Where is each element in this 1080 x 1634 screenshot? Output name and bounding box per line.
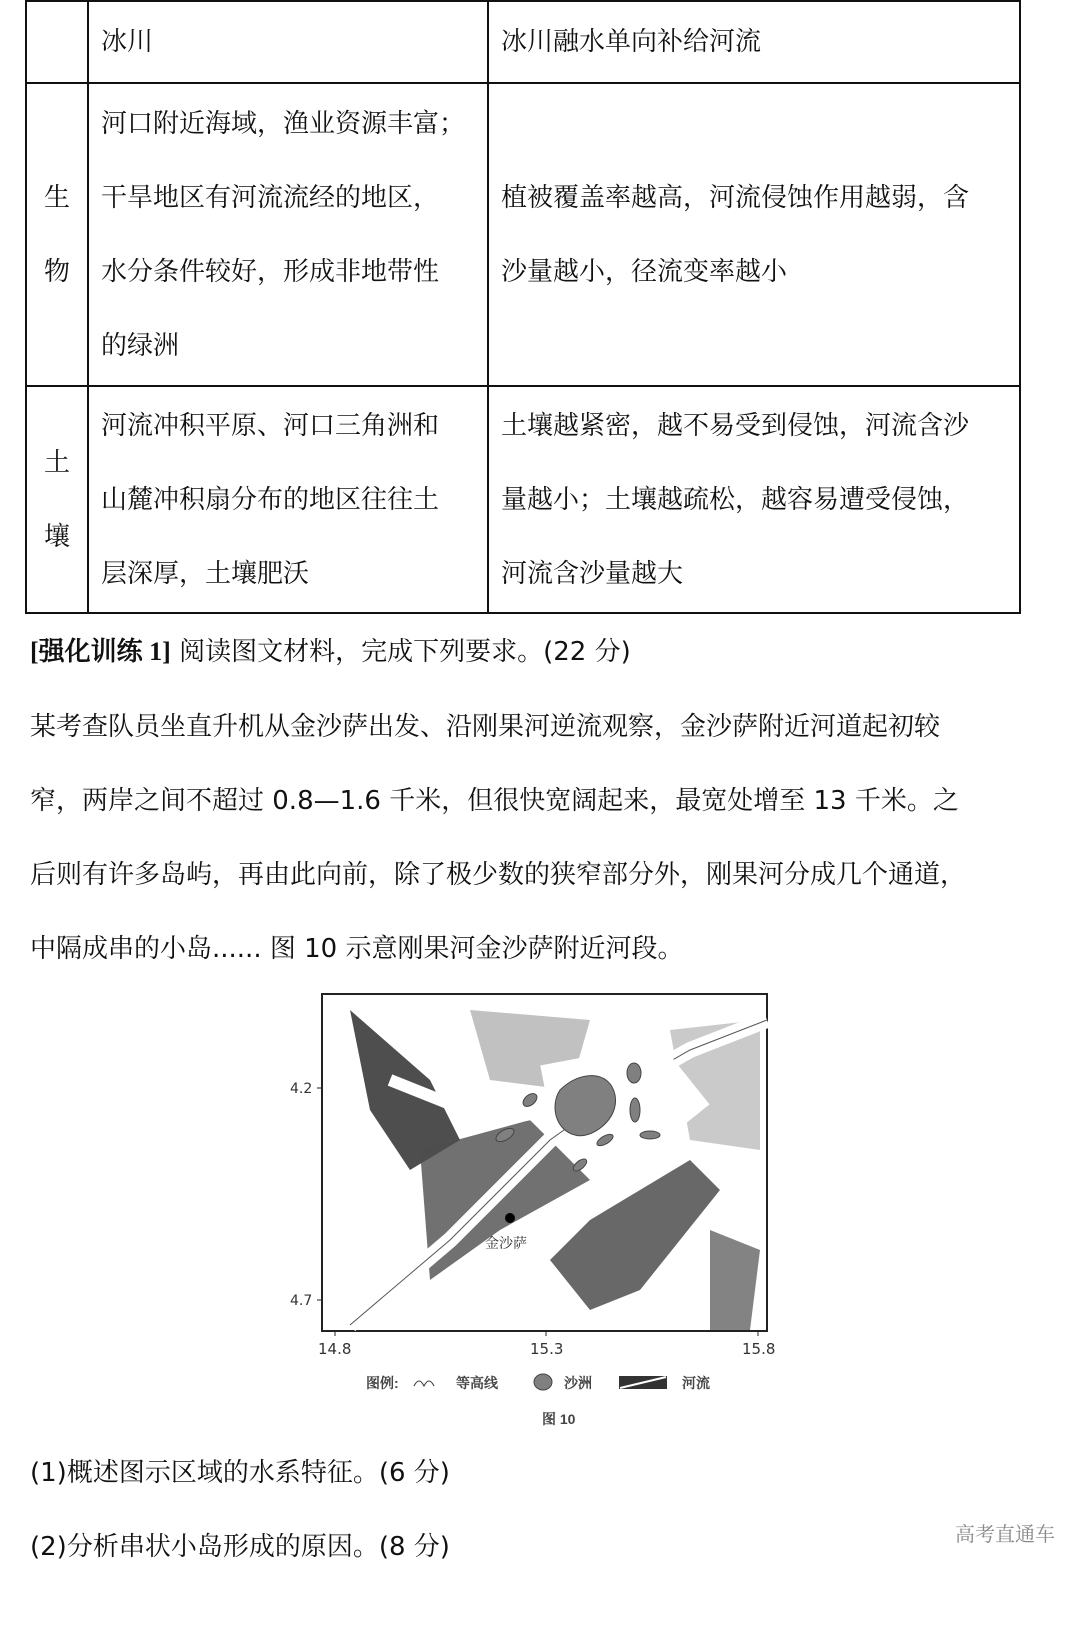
cell: [88, 83, 488, 386]
x-tick-label: 14.8: [318, 1340, 352, 1358]
cell-line: 干旱地区有河流流经的地区，: [101, 182, 440, 213]
comparison-table: [25, 0, 1021, 614]
city-dot: [505, 1213, 515, 1223]
passage-line: 中隔成串的小岛...... 图 10 示意刚果河金沙萨附近河段。: [30, 934, 684, 964]
x-tick-label: 15.8: [742, 1340, 776, 1358]
cell-text: 冰川融水单向补给河流: [501, 27, 762, 57]
figure-10-map: [290, 990, 810, 1440]
cell-line: 沙量越小，径流变率越小: [501, 256, 788, 287]
table-row: [26, 386, 1020, 613]
y-axis: [290, 1081, 322, 1309]
question-1: (1)概述图示区域的水系特征。(6 分): [30, 1458, 450, 1488]
table-row: [26, 1, 1020, 83]
cell-line: 山麓冲积扇分布的地区往往土: [101, 484, 440, 515]
cell-line: 植被覆盖率越高，河流侵蚀作用越弱，含: [501, 182, 970, 213]
table-row: [26, 83, 1020, 386]
figure-caption: 图 10: [542, 1411, 576, 1427]
cell: [488, 386, 1020, 613]
cell-line: 河流冲积平原、河口三角洲和: [101, 410, 440, 441]
cell: [88, 386, 488, 613]
exercise-heading: [30, 615, 631, 689]
y-tick-label: 4.7: [290, 1293, 313, 1309]
row-label: [26, 1, 88, 83]
row-label: [26, 386, 88, 613]
cell-line: 土壤越紧密，越不易受到侵蚀，河流含沙: [501, 410, 970, 441]
legend: [366, 1374, 710, 1391]
city-label: 金沙萨: [485, 1236, 527, 1252]
legend-title: 图例:: [366, 1375, 399, 1391]
x-tick-label: 15.3: [530, 1340, 564, 1358]
exercise-instruction: 阅读图文材料，完成下列要求。(22 分): [179, 637, 631, 667]
label-char: 土: [43, 447, 70, 478]
cell: [488, 1, 1020, 83]
cell-line: 河流含沙量越大: [501, 558, 684, 589]
cell-line: 水分条件较好，形成非地带性: [101, 256, 440, 287]
cell: [488, 83, 1020, 386]
cell-line: 的绿洲: [101, 330, 180, 361]
x-axis: [318, 1331, 775, 1358]
legend-label: 等高线: [456, 1375, 498, 1391]
label-char: 物: [43, 256, 70, 287]
contour-icon: [414, 1381, 434, 1386]
cell-line: 层深厚，土壤肥沃: [101, 558, 310, 589]
cell-text: 冰川: [101, 27, 154, 57]
label-char: 壤: [43, 521, 70, 552]
sandbar-icon: [534, 1374, 552, 1390]
passage-line: 某考查队员坐直升机从金沙萨出发、沿刚果河逆流观察，金沙萨附近河道起初较: [30, 712, 941, 742]
exercise-tag: [强化训练 1]: [30, 637, 171, 666]
cell-line: 量越小；土壤越疏松，越容易遭受侵蚀，: [501, 484, 970, 515]
watermark: 高考直通车: [955, 1522, 1055, 1546]
question-2: (2)分析串状小岛形成的原因。(8 分): [30, 1532, 450, 1562]
passage-line: 后则有许多岛屿，再由此向前，除了极少数的狭窄部分外，刚果河分成几个通道，: [30, 860, 967, 890]
y-tick-label: 4.2: [290, 1081, 313, 1097]
passage-line: 窄，两岸之间不超过 0.8—1.6 千米，但很快宽阔起来，最宽处增至 13 千米。之: [30, 786, 959, 816]
label-char: 生: [43, 182, 70, 213]
cell: [88, 1, 488, 83]
row-label: [26, 83, 88, 386]
legend-label: 河流: [682, 1375, 710, 1391]
legend-label: 沙洲: [564, 1375, 592, 1391]
cell-line: 河口附近海域，渔业资源丰富；: [101, 108, 466, 139]
river-icon: [618, 1375, 668, 1390]
